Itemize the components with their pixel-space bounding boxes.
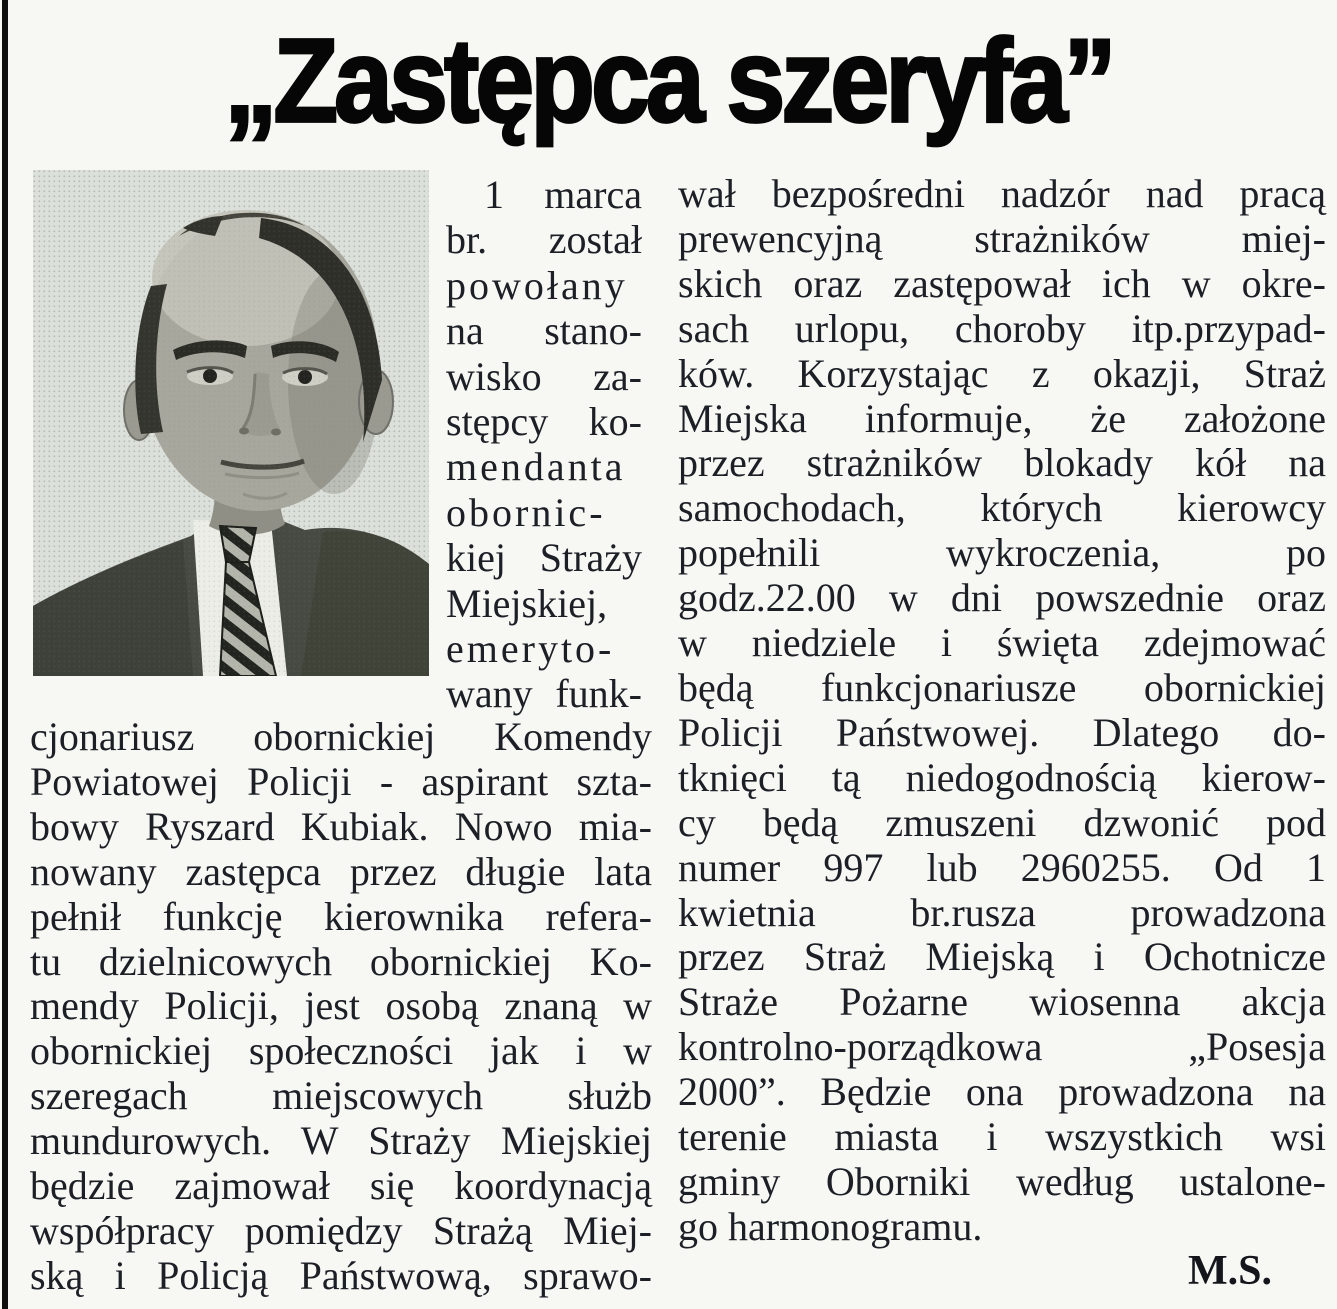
portrait-photo [33, 170, 429, 676]
text-line: Powiatowej Policji - aspirant szta- [30, 758, 652, 804]
text-line: terenie miasta i wszystkich wsi [678, 1114, 1326, 1160]
text-line: go harmonogramu. [678, 1203, 983, 1249]
text-line: wany funk- [446, 671, 642, 717]
text-line: samochodach, których kierowcy [678, 485, 1326, 531]
text-line: kontrolno-porządkowa „Posesja [678, 1024, 1326, 1070]
text-line: nowany zastępca przez długie lata [30, 848, 652, 894]
portrait-photo-illustration [33, 170, 429, 676]
text-line: bowy Ryszard Kubiak. Nowo mia- [30, 803, 652, 849]
text-line: 2000”. Będzie ona prowadzona na [678, 1069, 1326, 1115]
text-line: obornic- [446, 489, 606, 535]
text-line: mundurowych. W Straży Miejskiej [30, 1118, 652, 1164]
text-line: pełnił funkcję kierownika refera- [30, 893, 652, 939]
text-line: kwietnia br.rusza prowadzona [678, 889, 1326, 935]
text-line: tknięci tą niedogodnością kierow- [678, 754, 1326, 800]
right-column [678, 172, 1326, 1250]
text-line: w niedziele i święta zdejmować [678, 620, 1326, 666]
author-initials: M.S. [1188, 1248, 1272, 1294]
text-line: szeregach miejscowych służb [30, 1073, 652, 1119]
text-line: skich oraz zastępował ich w okre- [678, 260, 1326, 306]
text-line: mendanta [446, 444, 626, 490]
text-line: emeryto- [446, 626, 615, 672]
text-line: ków. Korzystając z okazji, Straż [678, 350, 1326, 396]
text-line: Miejskiej, [446, 580, 608, 626]
text-line: popełnili wykroczenia, po [678, 530, 1326, 576]
article-headline: „Zastępca szeryfa” [224, 15, 1113, 148]
text-line: przez Straż Miejską i Ochotnicze [678, 934, 1326, 980]
text-line: będą funkcjonariusze obornickiej [678, 664, 1326, 710]
text-line: br. został [446, 217, 642, 263]
text-line: wisko za- [446, 353, 642, 399]
text-line: Policji Państwowej. Dlatego do- [678, 709, 1326, 755]
text-line: cy będą zmuszeni dzwonić pod [678, 799, 1326, 845]
text-line: przez strażników blokady kół na [678, 440, 1326, 486]
text-line: obornickiej społeczności jak i w [30, 1028, 652, 1074]
left-column [30, 715, 652, 1299]
text-line: 1 marca [484, 172, 642, 217]
text-line: cjonariusz obornickiej Komendy [30, 714, 652, 759]
text-line: sach urlopu, choroby itp.przypad- [678, 305, 1326, 351]
text-line: stępcy ko- [446, 399, 642, 445]
text-line: gminy Oborniki według ustalone- [678, 1158, 1326, 1204]
text-line: wał bezpośredni nadzór nad pracą [678, 171, 1326, 216]
text-line: mendy Policji, jest osobą znaną w [30, 983, 652, 1029]
text-line: numer 997 lub 2960255. Od 1 [678, 844, 1326, 890]
text-line: Straże Pożarne wiosenna akcja [678, 979, 1326, 1025]
text-line: współpracy pomiędzy Strażą Miej- [30, 1207, 652, 1253]
text-line: prewencyjną strażników miej- [678, 215, 1326, 261]
text-line: Miejska informuje, że założone [678, 395, 1326, 441]
intro-column [446, 172, 642, 717]
text-line: tu dzielnicowych obornickiej Ko- [30, 938, 652, 984]
text-line: godz.22.00 w dni powszednie oraz [678, 575, 1326, 621]
left-column-rule [2, 0, 8, 1309]
text-line: powołany [446, 262, 628, 308]
text-line: na stano- [446, 308, 642, 354]
text-line: kiej Straży [446, 535, 642, 581]
text-line: ską i Policją Państwową, sprawo- [30, 1252, 652, 1298]
text-line: będzie zajmował się koordynacją [30, 1163, 652, 1209]
